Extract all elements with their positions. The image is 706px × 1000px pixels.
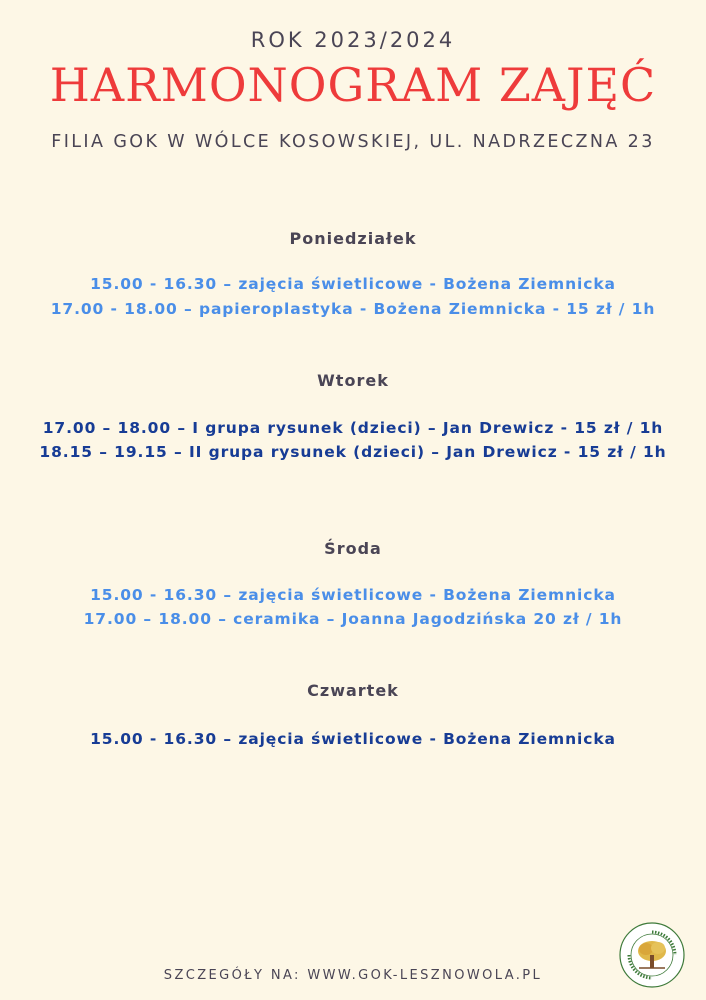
day-heading-wednesday: Środa (324, 539, 382, 558)
schedule-line: 15.00 - 16.30 – zajęcia świetlicowe - Bożena Ziemnicka (90, 586, 616, 604)
schedule-line: 15.00 - 16.30 – zajęcia świetlicowe - Bożena Ziemnicka (90, 275, 616, 293)
schedule-line: 15.00 - 16.30 – zajęcia świetlicowe - Bożena Ziemnicka (90, 730, 616, 748)
day-heading-thursday: Czwartek (307, 681, 399, 700)
venue-address: FILIA GOK W WÓLCE KOSOWSKIEJ, UL. NADRZECZNA 23 (51, 132, 655, 152)
schedule-line: 17.00 – 18.00 – I grupa rysunek (dzieci) – Jan Drewicz - 15 zł / 1h (42, 419, 664, 437)
year-label: ROK 2023/2024 (250, 28, 456, 52)
day-heading-monday: Poniedziałek (289, 229, 417, 248)
footer-website: SZCZEGÓŁY NA: WWW.GOK-LESZNOWOLA.PL (163, 968, 543, 983)
day-heading-tuesday: Wtorek (317, 371, 389, 390)
schedule-line: 18.15 – 19.15 – II grupa rysunek (dzieci) – Jan Drewicz - 15 zł / 1h (39, 443, 667, 461)
schedule-line: 17.00 – 18.00 – ceramika – Joanna Jagodzińska 20 zł / 1h (83, 610, 623, 628)
page-title: HARMONOGRAM ZAJĘĆ (49, 58, 657, 112)
schedule-line: 17.00 - 18.00 – papieroplastyka - Bożena Ziemnicka - 15 zł / 1h (50, 300, 656, 318)
